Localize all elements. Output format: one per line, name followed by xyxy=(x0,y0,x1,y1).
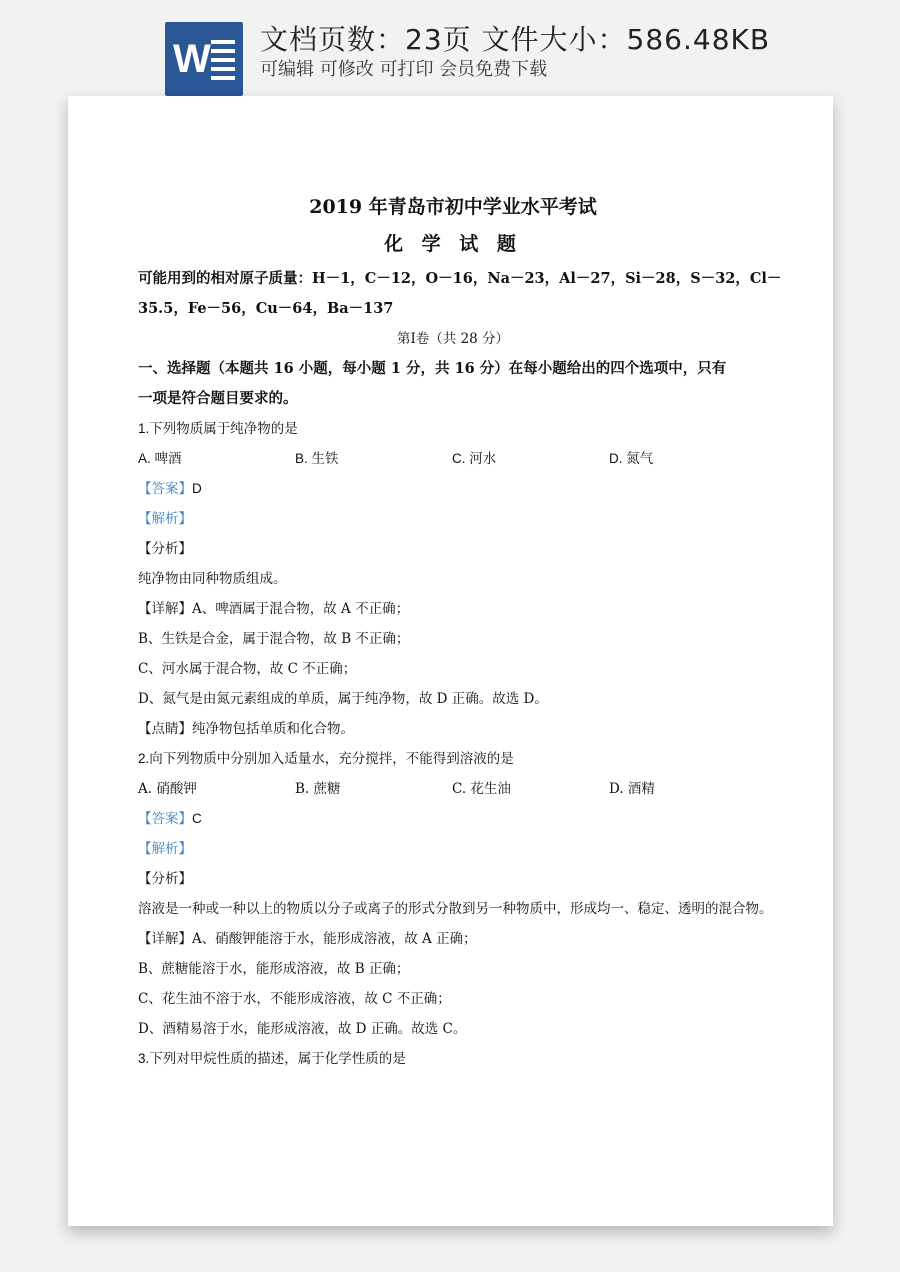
option-b: B. 蔗糖 xyxy=(295,781,341,797)
atomic-mass-line-2: 35.5，Fe－56，Cu－64，Ba－137 xyxy=(138,300,394,317)
tip-line: 【点睛】纯净物包括单质和化合物。 xyxy=(138,721,354,737)
question-1-options xyxy=(138,444,768,474)
detail-line: C、花生油不溶于水，不能形成溶液，故 C 不正确； xyxy=(138,991,451,1007)
question-2-answer xyxy=(138,804,768,834)
detail-line: 【详解】A、啤酒属于混合物，故 A 不正确； xyxy=(138,601,410,617)
question-1-answer xyxy=(138,474,768,504)
exam-title: 2019 年青岛市初中学业水平考试 xyxy=(309,196,597,218)
question-2-stem: 2.向下列物质中分别加入适量水，充分搅拌，不能得到溶液的是 xyxy=(138,751,514,766)
analysis-label: 【解析】 xyxy=(138,841,192,856)
option-d: D. 酒精 xyxy=(609,781,655,797)
page-content xyxy=(138,190,782,1074)
section-heading: 第Ⅰ卷（共 28 分） xyxy=(396,331,510,347)
fenxi-text: 纯净物由同种物质组成。 xyxy=(138,571,287,587)
banner-title: 文档页数：23页 文件大小：586.48KB xyxy=(260,23,771,56)
option-c: C. 河水 xyxy=(452,451,497,466)
option-a: A. 硝酸钾 xyxy=(138,781,197,797)
download-banner xyxy=(0,0,900,100)
option-a: A. 啤酒 xyxy=(138,451,182,466)
fenxi-label: 【分析】 xyxy=(138,541,192,557)
detail-line: C、河水属于混合物，故 C 不正确； xyxy=(138,661,357,677)
option-d: D. 氮气 xyxy=(609,451,654,466)
part1-instructions-2: 一项是符合题目要求的。 xyxy=(138,390,298,407)
detail-line: B、蔗糖能溶于水，能形成溶液，故 B 正确； xyxy=(138,961,410,977)
answer-label: 【答案】 xyxy=(138,481,192,496)
detail-line: B、生铁是合金，属于混合物，故 B 不正确； xyxy=(138,631,410,647)
answer-label: 【答案】 xyxy=(138,811,192,826)
detail-line: D、氮气是由氮元素组成的单质，属于纯净物，故 D 正确。故选 D。 xyxy=(138,691,548,707)
detail-line: D、酒精易溶于水，能形成溶液，故 D 正确。故选 C。 xyxy=(138,1021,467,1037)
fenxi-text: 溶液是一种或一种以上的物质以分子或离子的形式分散到另一种物质中，形成均一、稳定、透明的混合物。 xyxy=(138,901,773,917)
question-2-options xyxy=(138,774,768,804)
question-1-stem: 1.下列物质属于纯净物的是 xyxy=(138,421,298,436)
document-page xyxy=(68,96,833,1226)
option-b: B. 生铁 xyxy=(295,451,339,466)
analysis-label: 【解析】 xyxy=(138,511,192,526)
option-c: C. 花生油 xyxy=(452,781,511,797)
answer-value: D xyxy=(192,481,202,496)
atomic-mass-line-1: 可能用到的相对原子质量：H－1，C－12，O－16，Na－23，Al－27，Si－28，S－32，Cl－ xyxy=(138,270,782,287)
detail-line: 【详解】A、硝酸钾能溶于水，能形成溶液，故 A 正确； xyxy=(138,931,477,947)
word-icon: W xyxy=(165,22,243,96)
part1-instructions-1: 一、选择题（本题共 16 小题，每小题 1 分，共 16 分）在每小题给出的四个选项中，只有 xyxy=(138,360,727,377)
answer-value: C xyxy=(192,811,202,826)
fenxi-label: 【分析】 xyxy=(138,871,192,887)
exam-subtitle: 化 学 试 题 xyxy=(384,233,522,255)
question-3-stem: 3.下列对甲烷性质的描述，属于化学性质的是 xyxy=(138,1051,406,1066)
banner-subtitle: 可编辑 可修改 可打印 会员免费下载 xyxy=(260,59,548,80)
